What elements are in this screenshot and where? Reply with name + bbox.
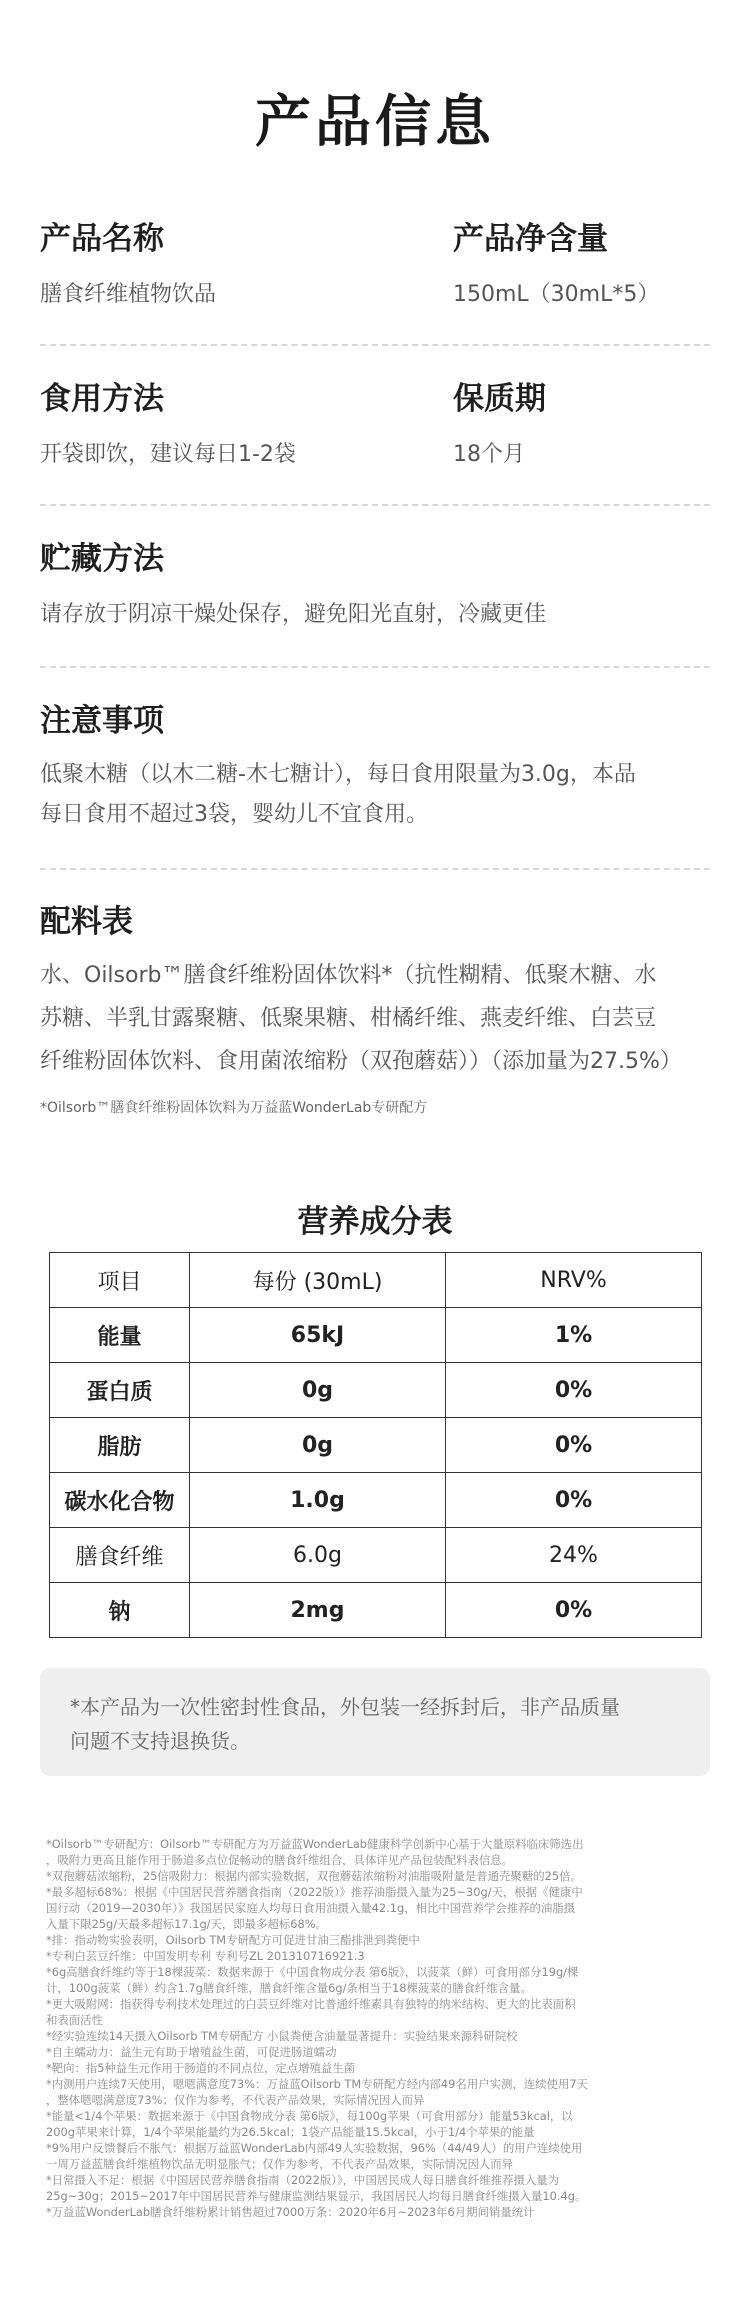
footnote-line: *万益蓝WonderLab膳食纤维粉累计销售超过7000万条：2020年6月~2023年6月期间销量统计 [46,2205,535,2219]
footnote-line: *自主蠕动力：益生元有助于增殖益生菌，可促进肠道蠕动 [46,2045,337,2059]
row-per: 0g [190,1418,446,1473]
footnote-line: 国行动（2019—2030年）》我国居民家庭人均每日食用油摄入量42.1g，相比中国营养学会推荐的油脂摄 [46,1901,576,1915]
table-row [50,1473,702,1528]
nutrition-title: 营养成分表 [297,1204,453,1240]
storage-block [40,539,546,635]
table-row [50,1418,702,1473]
footnote-line: *内测用户连续7天使用，嗯嗯满意度73%：万益蓝Oilsorb TM专研配方经内部49名用户实测，连续使用7天 [46,2077,588,2091]
row-item: 蛋白质 [50,1363,190,1418]
nutrition-header-row [50,1253,702,1308]
row-nrv: 0% [446,1363,702,1418]
footnote-line: *经实验连续14天摄入Oilsorb TM专研配方 小鼠粪便含油量显著提升：实验结果来源科研院校 [46,2029,518,2043]
row-nrv: 0% [446,1473,702,1528]
product-name-label: 产品名称 [40,221,164,257]
footnote-line: *排：指动物实验表明，Oilsorb TM专研配方可促进甘油三酯排泄到粪便中 [46,1933,420,1947]
net-content-value: 150mL（30mL*5） [453,282,660,307]
caution-line: 低聚木糖（以木二糖-木七糖计），每日食用限量为3.0g，本品 [40,762,636,787]
row-nrv: 0% [446,1583,702,1638]
row-per: 2mg [190,1583,446,1638]
header-per-serving: 每份 (30mL) [190,1253,446,1308]
footnote-line: *能量<1/4个苹果：数据来源于《中国食物成分表 第6版》，每100g苹果（可食用部分）能量53kcal，以 [46,2109,573,2123]
product-name-value: 膳食纤维植物饮品 [40,282,217,307]
ingredients-note: *Oilsorb™膳食纤维粉固体饮料为万益蓝WonderLab专研配方 [40,1100,428,1116]
ingredients-line: 苏糖、半乳甘露聚糖、低聚果糖、柑橘纤维、燕麦纤维、白芸豆 [40,1006,657,1031]
usage-value: 开袋即饮，建议每日1-2袋 [40,442,296,467]
footnote-line: 25g~30g；2015~2017年中国居民营养与健康监测结果显示，我国居民人均每日膳食纤维摄入量10.4g。 [46,2189,587,2203]
footnote-line: *专利白芸豆纤维：中国发明专利 专利号ZL 201310716921.3 [46,1949,365,1963]
usage-label: 食用方法 [40,381,164,417]
divider [40,666,710,668]
page-title: 产品信息 [255,90,495,155]
usage-block [40,379,296,475]
row-item: 碳水化合物 [50,1473,190,1528]
footnote-line: 和表面活性 [46,2013,103,2027]
footnote-line: *9%用户反馈餐后不胀气：根据万益蓝WonderLab内部49人实验数据，96%（44/49人）的用户连续使用 [46,2141,583,2155]
product-name-block [40,219,216,315]
footnote-line: ，整体嗯嗯满意度73%；仅作为参考，不代表产品效果，实际情况因人而异 [46,2093,425,2107]
net-content-label: 产品净含量 [453,221,608,257]
storage-value: 请存放于阴凉干燥处保存，避免阳光直射，冷藏更佳 [40,602,547,627]
footnote-line: 入量下限25g/天最多超标17.1g/天，即最多超标68%。 [46,1917,327,1931]
footnote-line: 一周万益蓝膳食纤维植物饮品无明显胀气；仅作为参考，不代表产品效果，实际情况因人而异 [46,2157,514,2171]
divider [40,344,710,346]
ingredients-block [40,902,720,1117]
footnotes [46,1836,710,2220]
row-per: 6.0g [190,1528,446,1583]
caution-label: 注意事项 [40,703,164,739]
caution-block [40,701,636,835]
row-nrv: 24% [446,1528,702,1583]
table-row [50,1308,702,1363]
storage-label: 贮藏方法 [40,541,164,577]
table-row [50,1528,702,1583]
net-content-block [453,219,659,315]
row-item: 钠 [50,1583,190,1638]
caution-line: 每日食用不超过3袋，婴幼儿不宜食用。 [40,802,428,827]
row-item: 脂肪 [50,1418,190,1473]
footnote-line: 计，100g菠菜（鲜）约含1.7g膳食纤维，膳食纤维含量6g/条相当于18棵菠菜的膳食纤维含量。 [46,1981,532,1995]
table-row [50,1583,702,1638]
footnote-line: 200g苹果来计算，1/4个苹果能量约为26.5kcal；1袋产品能量15.5kcal，小于1/4个苹果的能量 [46,2125,535,2139]
ingredients-line: 水、Oilsorb™膳食纤维粉固体饮料*（抗性糊精、低聚木糖、水 [40,963,657,988]
footnote-line: *最多超标68%：根据《中国居民营养膳食指南（2022版）》推荐油脂摄入量为25~30g/天，根据《健康中 [46,1885,583,1899]
row-item: 能量 [50,1308,190,1363]
shelf-life-block [453,379,546,475]
return-policy-notice [40,1668,710,1776]
footnote-line: *6g高膳食纤维约等于18棵菠菜：数据来源于《中国食物成分表 第6版》，以菠菜（鲜）可食用部分19g/棵 [46,1965,579,1979]
header-item: 项目 [50,1253,190,1308]
ingredients-line: 纤维粉固体饮料、食用菌浓缩粉（双孢蘑菇））（添加量为27.5%） [40,1049,682,1074]
nutrition-table [49,1252,702,1638]
footnote-line: *靶向：指5种益生元作用于肠道的不同点位，定点增殖益生菌 [46,2061,356,2075]
footnote-line: *更大吸附网：指获得专利技术处理过的白芸豆纤维对比普通纤维素具有独特的纳米结构、更大的比表面积 [46,1997,576,2011]
ingredients-label: 配料表 [40,904,133,940]
caution-text [40,755,636,835]
row-nrv: 1% [446,1308,702,1363]
divider [40,868,710,870]
ingredients-text [40,954,720,1083]
header-nrv: NRV% [446,1253,702,1308]
row-per: 1.0g [190,1473,446,1528]
shelf-life-label: 保质期 [453,381,546,417]
divider [40,504,710,506]
footnote-line: ，吸附力更高且能作用于肠道多点位促畅动的膳食纤维组合，具体详见产品包装配料表信息。 [46,1853,514,1867]
footnote-line: *双孢蘑菇浓缩粉，25倍吸附力：根据内部实验数据，双孢蘑菇浓缩粉对油脂吸附量是普通壳聚糖的25倍。 [46,1869,582,1883]
notice-line: *本产品为一次性密封性食品，外包装一经拆封后，非产品质量 [70,1695,620,1719]
footnote-line: *日常摄入不足：根据《中国居民营养膳食指南（2022版）》，中国居民成人每日膳食纤维推荐摄入量为 [46,2173,560,2187]
row-nrv: 0% [446,1418,702,1473]
footnote-line: *Oilsorb™专研配方：Oilsorb™专研配方为万益蓝WonderLab健康科学创新中心基于大量原料临床筛选出 [46,1837,584,1851]
row-per: 0g [190,1363,446,1418]
table-row [50,1363,702,1418]
shelf-life-value: 18个月 [453,442,525,467]
notice-line: 问题不支持退换货。 [70,1729,250,1753]
row-per: 65kJ [190,1308,446,1363]
row-item: 膳食纤维 [50,1528,190,1583]
